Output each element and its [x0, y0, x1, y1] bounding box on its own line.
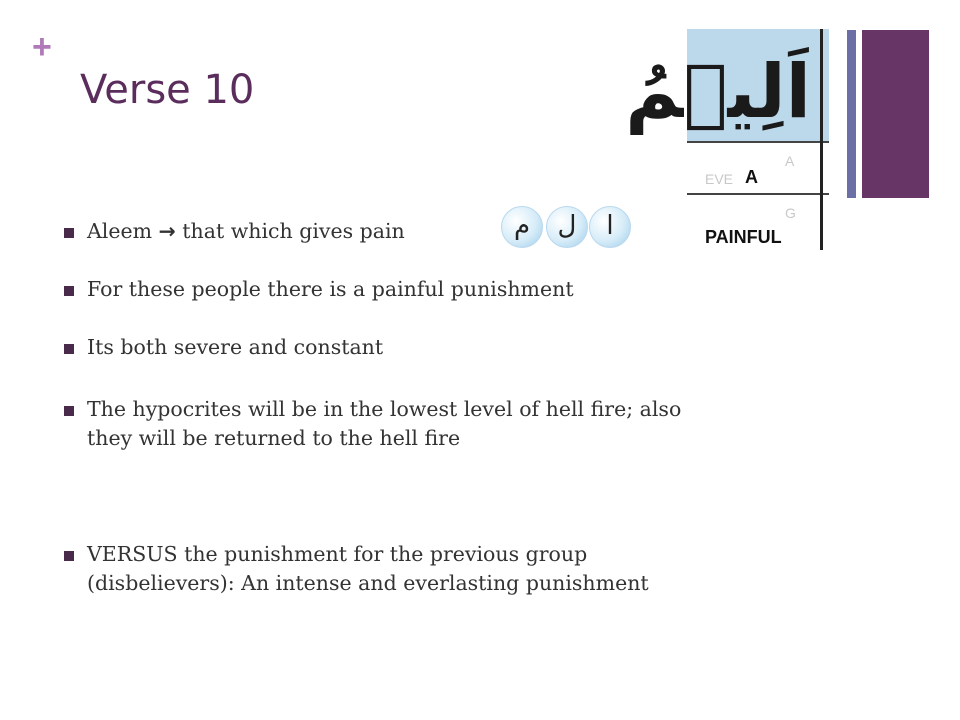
bullet-square [64, 551, 74, 561]
snippet-label-painful: PAINFUL [705, 227, 782, 247]
bullet-square [64, 344, 74, 354]
faded-text: G [785, 205, 796, 221]
bullet-text: (disbelievers): An intense and everlasting punishment [87, 571, 649, 595]
bullet-text: The hypocrites will be in the lowest level of hell fire; also [87, 397, 682, 421]
letter-alif-circle: ا [589, 206, 631, 248]
slide-title: Verse 10 [80, 67, 255, 113]
bullet-item [64, 217, 804, 246]
accent-bar-thin [847, 30, 856, 198]
letter-lam-circle: ل [546, 206, 588, 248]
bullet-square [64, 406, 74, 416]
bullet-item [64, 395, 804, 453]
bullet-square [64, 228, 74, 238]
bullet-text: VERSUS the punishment for the previous group [87, 542, 588, 566]
bullet-item [64, 540, 804, 598]
bullet-text: they will be returned to the hell fire [87, 426, 461, 450]
faded-text: EVE [705, 171, 734, 187]
letter-meem-circle: م [501, 206, 543, 248]
arabic-calligraphy: اَلِيۡمُ [625, 49, 811, 135]
snippet-divider [687, 141, 829, 143]
bullet-square [64, 286, 74, 296]
bullet-text: For these people there is a painful punishment [87, 277, 574, 301]
bullet-item [64, 275, 804, 304]
faded-text: A [785, 153, 795, 169]
arrow-icon: → [158, 219, 176, 243]
plus-decoration: + [32, 28, 52, 66]
snippet-label-a: A [745, 167, 758, 187]
accent-bar [862, 30, 929, 198]
bullet-item [64, 333, 804, 362]
snippet-divider [687, 193, 829, 195]
bullet-text: Aleem → that which gives pain [87, 219, 405, 243]
bullet-text: Its both severe and constant [87, 335, 384, 359]
snippet-border [820, 29, 823, 250]
